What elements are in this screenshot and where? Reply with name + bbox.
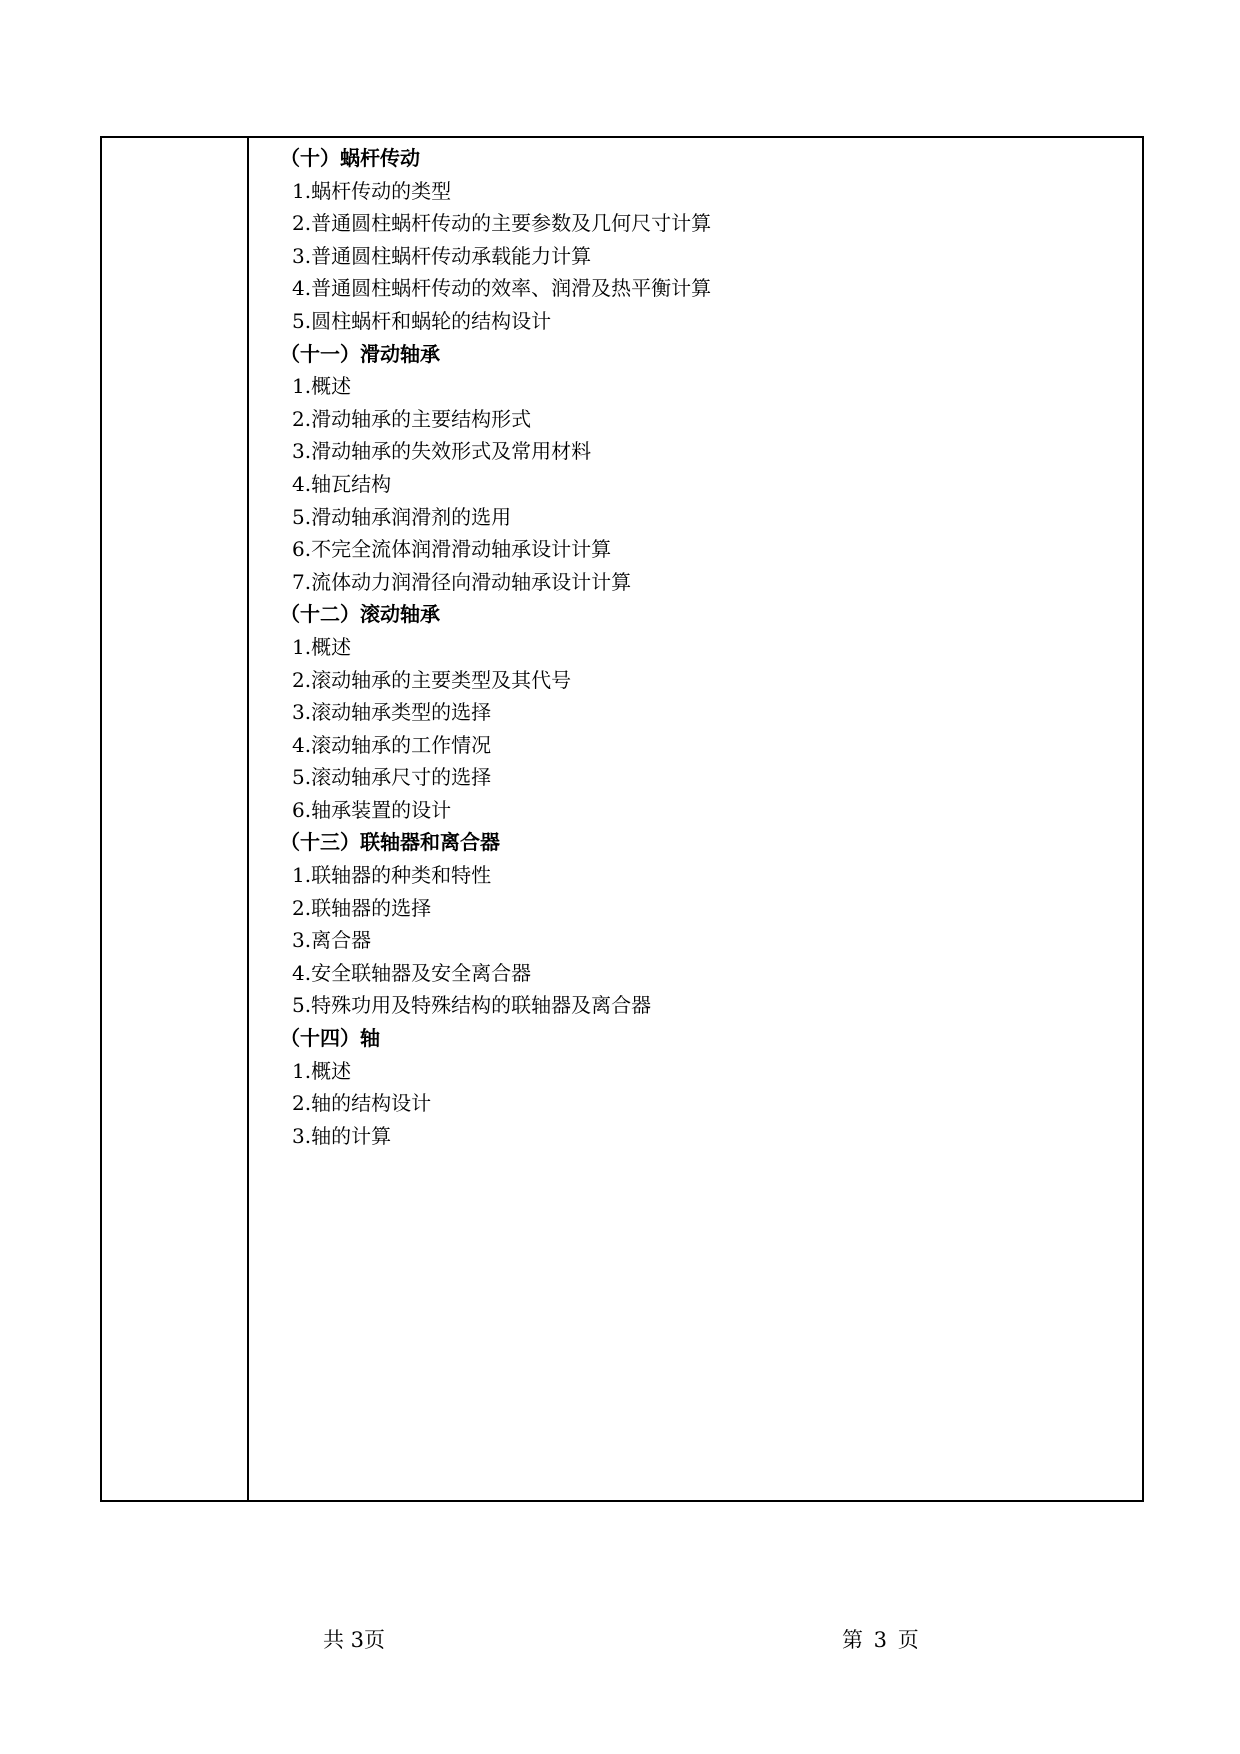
list-item: 3.滚动轴承类型的选择 bbox=[292, 700, 492, 725]
list-item: 4.轴瓦结构 bbox=[292, 471, 392, 496]
list-item: 1.概述 bbox=[292, 1058, 352, 1083]
footer-total-pages: 共 3页 bbox=[323, 1628, 386, 1652]
list-item: 3.离合器 bbox=[292, 928, 372, 953]
syllabus-content bbox=[280, 142, 1112, 1152]
list-item: 2.普通圆柱蜗杆传动的主要参数及几何尺寸计算 bbox=[292, 211, 712, 236]
list-item: 1.概述 bbox=[292, 374, 352, 399]
section-heading: （十四）轴 bbox=[280, 1026, 380, 1051]
list-item: 4.安全联轴器及安全离合器 bbox=[292, 960, 532, 985]
section-heading: （十三）联轴器和离合器 bbox=[280, 830, 500, 855]
list-item: 5.圆柱蜗杆和蜗轮的结构设计 bbox=[292, 308, 552, 333]
list-item: 1.概述 bbox=[292, 634, 352, 659]
section-heading: （十二）滚动轴承 bbox=[280, 602, 440, 627]
list-item: 5.特殊功用及特殊结构的联轴器及离合器 bbox=[292, 993, 652, 1018]
list-item: 5.滚动轴承尺寸的选择 bbox=[292, 765, 492, 790]
list-item: 2.滑动轴承的主要结构形式 bbox=[292, 406, 532, 431]
list-item: 2.滚动轴承的主要类型及其代号 bbox=[292, 667, 572, 692]
column-divider bbox=[247, 138, 249, 1500]
list-item: 4.滚动轴承的工作情况 bbox=[292, 732, 492, 757]
list-item: 7.流体动力润滑径向滑动轴承设计计算 bbox=[292, 569, 632, 594]
list-item: 3.普通圆柱蜗杆传动承载能力计算 bbox=[292, 243, 592, 268]
list-item: 4.普通圆柱蜗杆传动的效率、润滑及热平衡计算 bbox=[292, 276, 712, 301]
list-item: 6.不完全流体润滑滑动轴承设计计算 bbox=[292, 537, 612, 562]
list-item: 2.联轴器的选择 bbox=[292, 895, 432, 920]
list-item: 5.滑动轴承润滑剂的选用 bbox=[292, 504, 512, 529]
list-item: 6.轴承装置的设计 bbox=[292, 797, 452, 822]
list-item: 3.滑动轴承的失效形式及常用材料 bbox=[292, 439, 592, 464]
list-item: 1.联轴器的种类和特性 bbox=[292, 863, 492, 888]
content-table bbox=[100, 136, 1144, 1502]
section-heading: （十）蜗杆传动 bbox=[280, 146, 420, 170]
list-item: 3.轴的计算 bbox=[292, 1123, 392, 1148]
section-heading: （十一）滑动轴承 bbox=[280, 341, 440, 366]
list-item: 1.蜗杆传动的类型 bbox=[292, 178, 452, 203]
list-item: 2.轴的结构设计 bbox=[292, 1091, 432, 1116]
footer-page-number: 第 3 页 bbox=[842, 1628, 919, 1652]
